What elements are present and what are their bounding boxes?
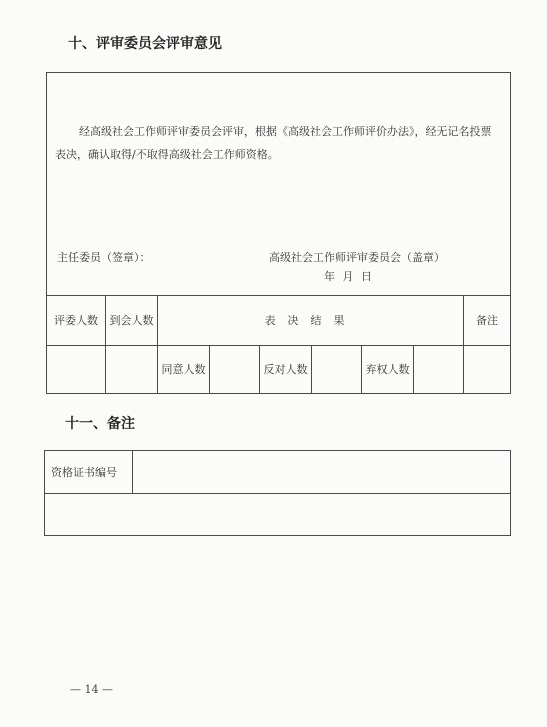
- agree-count-value[interactable]: [210, 346, 260, 394]
- oppose-count-label: 反对人数: [260, 346, 312, 394]
- certificate-number-label: 资格证书编号: [45, 451, 133, 494]
- oppose-count-value[interactable]: [312, 346, 362, 394]
- chair-signature-label: 主任委员（签章）：: [57, 251, 151, 264]
- page-number: — 14 —: [70, 683, 113, 696]
- present-count-header: 到会人数: [106, 296, 158, 346]
- certificate-number-field[interactable]: [133, 451, 511, 494]
- notes-table: [44, 450, 511, 536]
- section-11-heading: 十一、备注: [65, 416, 135, 432]
- opinion-text: 经高级社会工作师评审委员会评审，根据《高级社会工作师评价办法》，经无记名投票表决，确认取得/不取得高级社会工作师资格。: [55, 125, 492, 161]
- abstain-count-value[interactable]: [414, 346, 464, 394]
- present-count-value[interactable]: [106, 346, 158, 394]
- vote-result-header: 表决结果: [158, 296, 464, 346]
- members-count-header: 评委人数: [47, 296, 106, 346]
- notes-field[interactable]: [45, 494, 511, 536]
- review-opinion-table: [46, 72, 511, 394]
- opinion-cell: [47, 73, 511, 296]
- abstain-count-label: 弃权人数: [362, 346, 414, 394]
- section-10-heading: 十、评审委员会评审意见: [68, 36, 222, 52]
- date-line: 年 月 日: [324, 270, 374, 283]
- remarks-value[interactable]: [464, 346, 511, 394]
- agree-count-label: 同意人数: [158, 346, 210, 394]
- remarks-header: 备注: [464, 296, 511, 346]
- committee-seal-label: 高级社会工作师评审委员会（盖章）: [269, 251, 445, 264]
- members-count-value[interactable]: [47, 346, 106, 394]
